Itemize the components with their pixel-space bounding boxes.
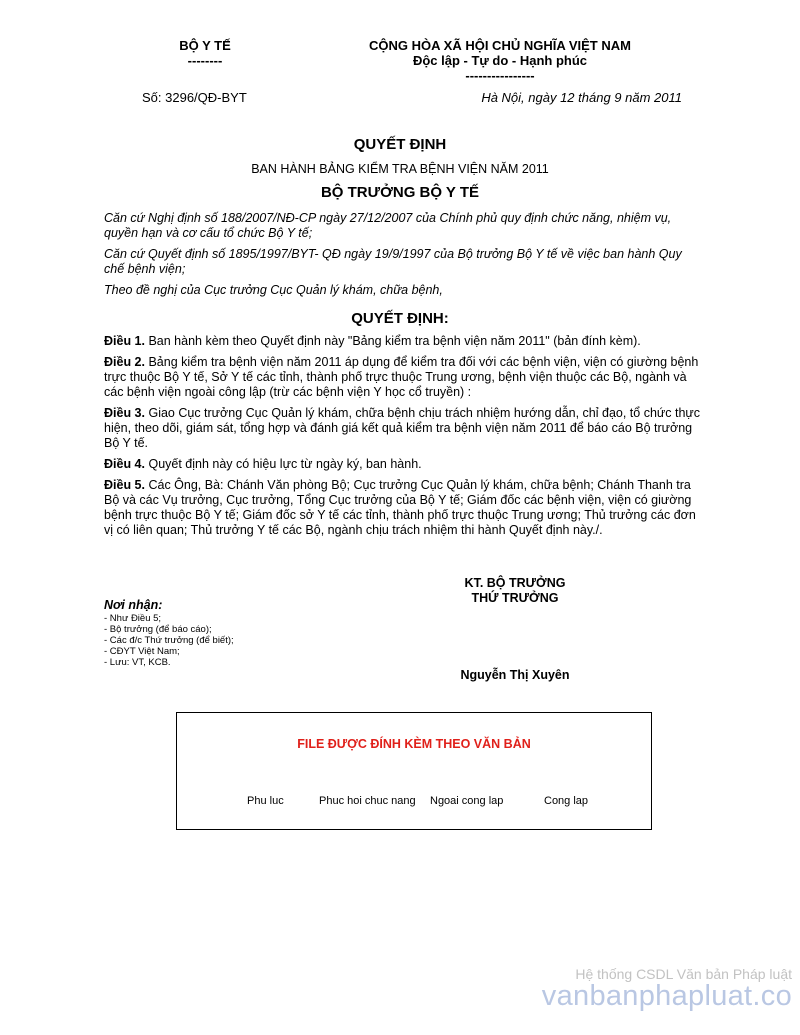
- document-number: Số: 3296/QĐ-BYT: [142, 90, 247, 105]
- national-motto: Độc lập - Tự do - Hạnh phúc: [412, 53, 588, 68]
- article-4: [104, 457, 704, 472]
- issuer-name: BỘ Y TẾ: [179, 38, 231, 53]
- article-text: Ban hành kèm theo Quyết định này "Bảng kiểm tra bệnh viện năm 2011" (bản đính kèm).: [145, 334, 641, 348]
- preamble-item: Căn cứ Quyết định số 1895/1997/BYT- QĐ ngày 19/9/1997 của Bộ trưởng Bộ Y tế về việc ban hành Quy chế bệnh viện;: [104, 247, 682, 276]
- preamble: [104, 211, 704, 304]
- article-1: [104, 334, 704, 349]
- article-5: [104, 478, 704, 538]
- decision-heading: QUYẾT ĐỊNH:: [351, 310, 449, 327]
- article-text: Giao Cục trưởng Cục Quản lý khám, chữa bệnh chịu trách nhiệm hướng dẫn, chỉ đạo, tổ chức thực hiện, theo dõi, giám sát, tổng hợp và đánh giá kết quả kiểm tra bệnh viện năm 2011 để báo cáo Bộ trưởng Bộ Y tế.: [104, 406, 701, 450]
- issuer-block: [130, 38, 280, 68]
- article-label: Điều 3.: [104, 406, 145, 420]
- attachments-box: [176, 712, 652, 830]
- recipients-title: Nơi nhận:: [104, 598, 163, 612]
- article-2: [104, 355, 704, 400]
- national-title-block: [330, 38, 670, 83]
- signature-title-1: KT. BỘ TRƯỞNG: [464, 576, 566, 590]
- watermark-site: vanbanphapluat.co: [541, 980, 792, 1012]
- article-text: Các Ông, Bà: Chánh Văn phòng Bộ; Cục trưởng Cục Quản lý khám, chữa bệnh; Chánh Thanh tra Bộ và các Vụ trưởng, Cục trưởng, Tổng Cục trưởng của Bộ Y tế; Giám đốc các bệnh viện, viện có giường bệnh trực thuộc Bộ Y tế; Giám đốc sở Y tế các tỉnh, thành phố trực thuộc Trung ương; Thủ trưởng các đơn vị có liên quan; Thủ trưởng Y tế các Bộ, ngành chịu trách nhiệm thi hành Quyết định này./.: [104, 478, 696, 537]
- issuing-authority: BỘ TRƯỞNG BỘ Y TẾ: [320, 184, 480, 201]
- recipients-block: [104, 598, 344, 668]
- watermark-caption: Hệ thống CSDL Văn bản Pháp luật: [575, 966, 792, 982]
- place-date: Hà Nội, ngày 12 tháng 9 năm 2011: [481, 90, 682, 105]
- issuer-rule: --------: [187, 53, 223, 68]
- attachment-link-phu-luc[interactable]: Phu luc: [247, 795, 284, 807]
- article-text: Bảng kiểm tra bệnh viện năm 2011 áp dụng để kiểm tra đối với các bệnh viện, viện có giường bệnh trực thuộc Bộ Y tế, Sở Y tế các tỉnh, thành phố trực thuộc Trung ương, bệnh viện thuộc các Bộ, ngành và các bệnh viện ngoài công lập (trừ các bệnh viện Y học cổ truyền) :: [104, 355, 699, 399]
- recipient-item: - Bộ trưởng (để báo cáo);: [104, 624, 212, 635]
- article-text: Quyết định này có hiệu lực từ ngày ký, ban hành.: [145, 457, 422, 471]
- article-label: Điều 2.: [104, 355, 145, 369]
- country-name: CỘNG HÒA XÃ HỘI CHỦ NGHĨA VIỆT NAM: [369, 38, 631, 53]
- signer-name: Nguyễn Thị Xuyên: [460, 668, 570, 682]
- attachments-title: FILE ĐƯỢC ĐÍNH KÈM THEO VĂN BẢN: [297, 737, 531, 751]
- signature-block: [410, 576, 620, 606]
- recipient-item: - CĐYT Việt Nam;: [104, 646, 180, 657]
- document-title: QUYẾT ĐỊNH: [353, 136, 447, 153]
- article-label: Điều 5.: [104, 478, 145, 492]
- document-subtitle: BAN HÀNH BẢNG KIỂM TRA BỆNH VIỆN NĂM 2011: [251, 162, 549, 176]
- preamble-item: Theo đề nghị của Cục trưởng Cục Quản lý khám, chữa bệnh,: [104, 283, 443, 297]
- recipient-item: - Các đ/c Thứ trưởng (để biết);: [104, 635, 234, 646]
- attachment-link-ngoai-cong-lap[interactable]: Ngoai cong lap: [430, 795, 504, 807]
- article-3: [104, 406, 704, 451]
- attachment-link-cong-lap[interactable]: Cong lap: [544, 795, 589, 807]
- recipient-item: - Lưu: VT, KCB.: [104, 657, 171, 668]
- attachment-link-phuc-hoi-chuc-nang[interactable]: Phuc hoi chuc nang: [319, 795, 416, 807]
- articles: [104, 334, 704, 544]
- recipient-item: - Như Điều 5;: [104, 613, 162, 624]
- article-label: Điều 4.: [104, 457, 145, 471]
- preamble-item: Căn cứ Nghị định số 188/2007/NĐ-CP ngày 27/12/2007 của Chính phủ quy định chức năng, nhiệm vụ, quyền hạn và cơ cấu tổ chức Bộ Y tế;: [104, 211, 672, 240]
- signature-title-2: THỨ TRƯỞNG: [471, 591, 559, 605]
- motto-rule: ----------------: [465, 68, 535, 83]
- article-label: Điều 1.: [104, 334, 145, 348]
